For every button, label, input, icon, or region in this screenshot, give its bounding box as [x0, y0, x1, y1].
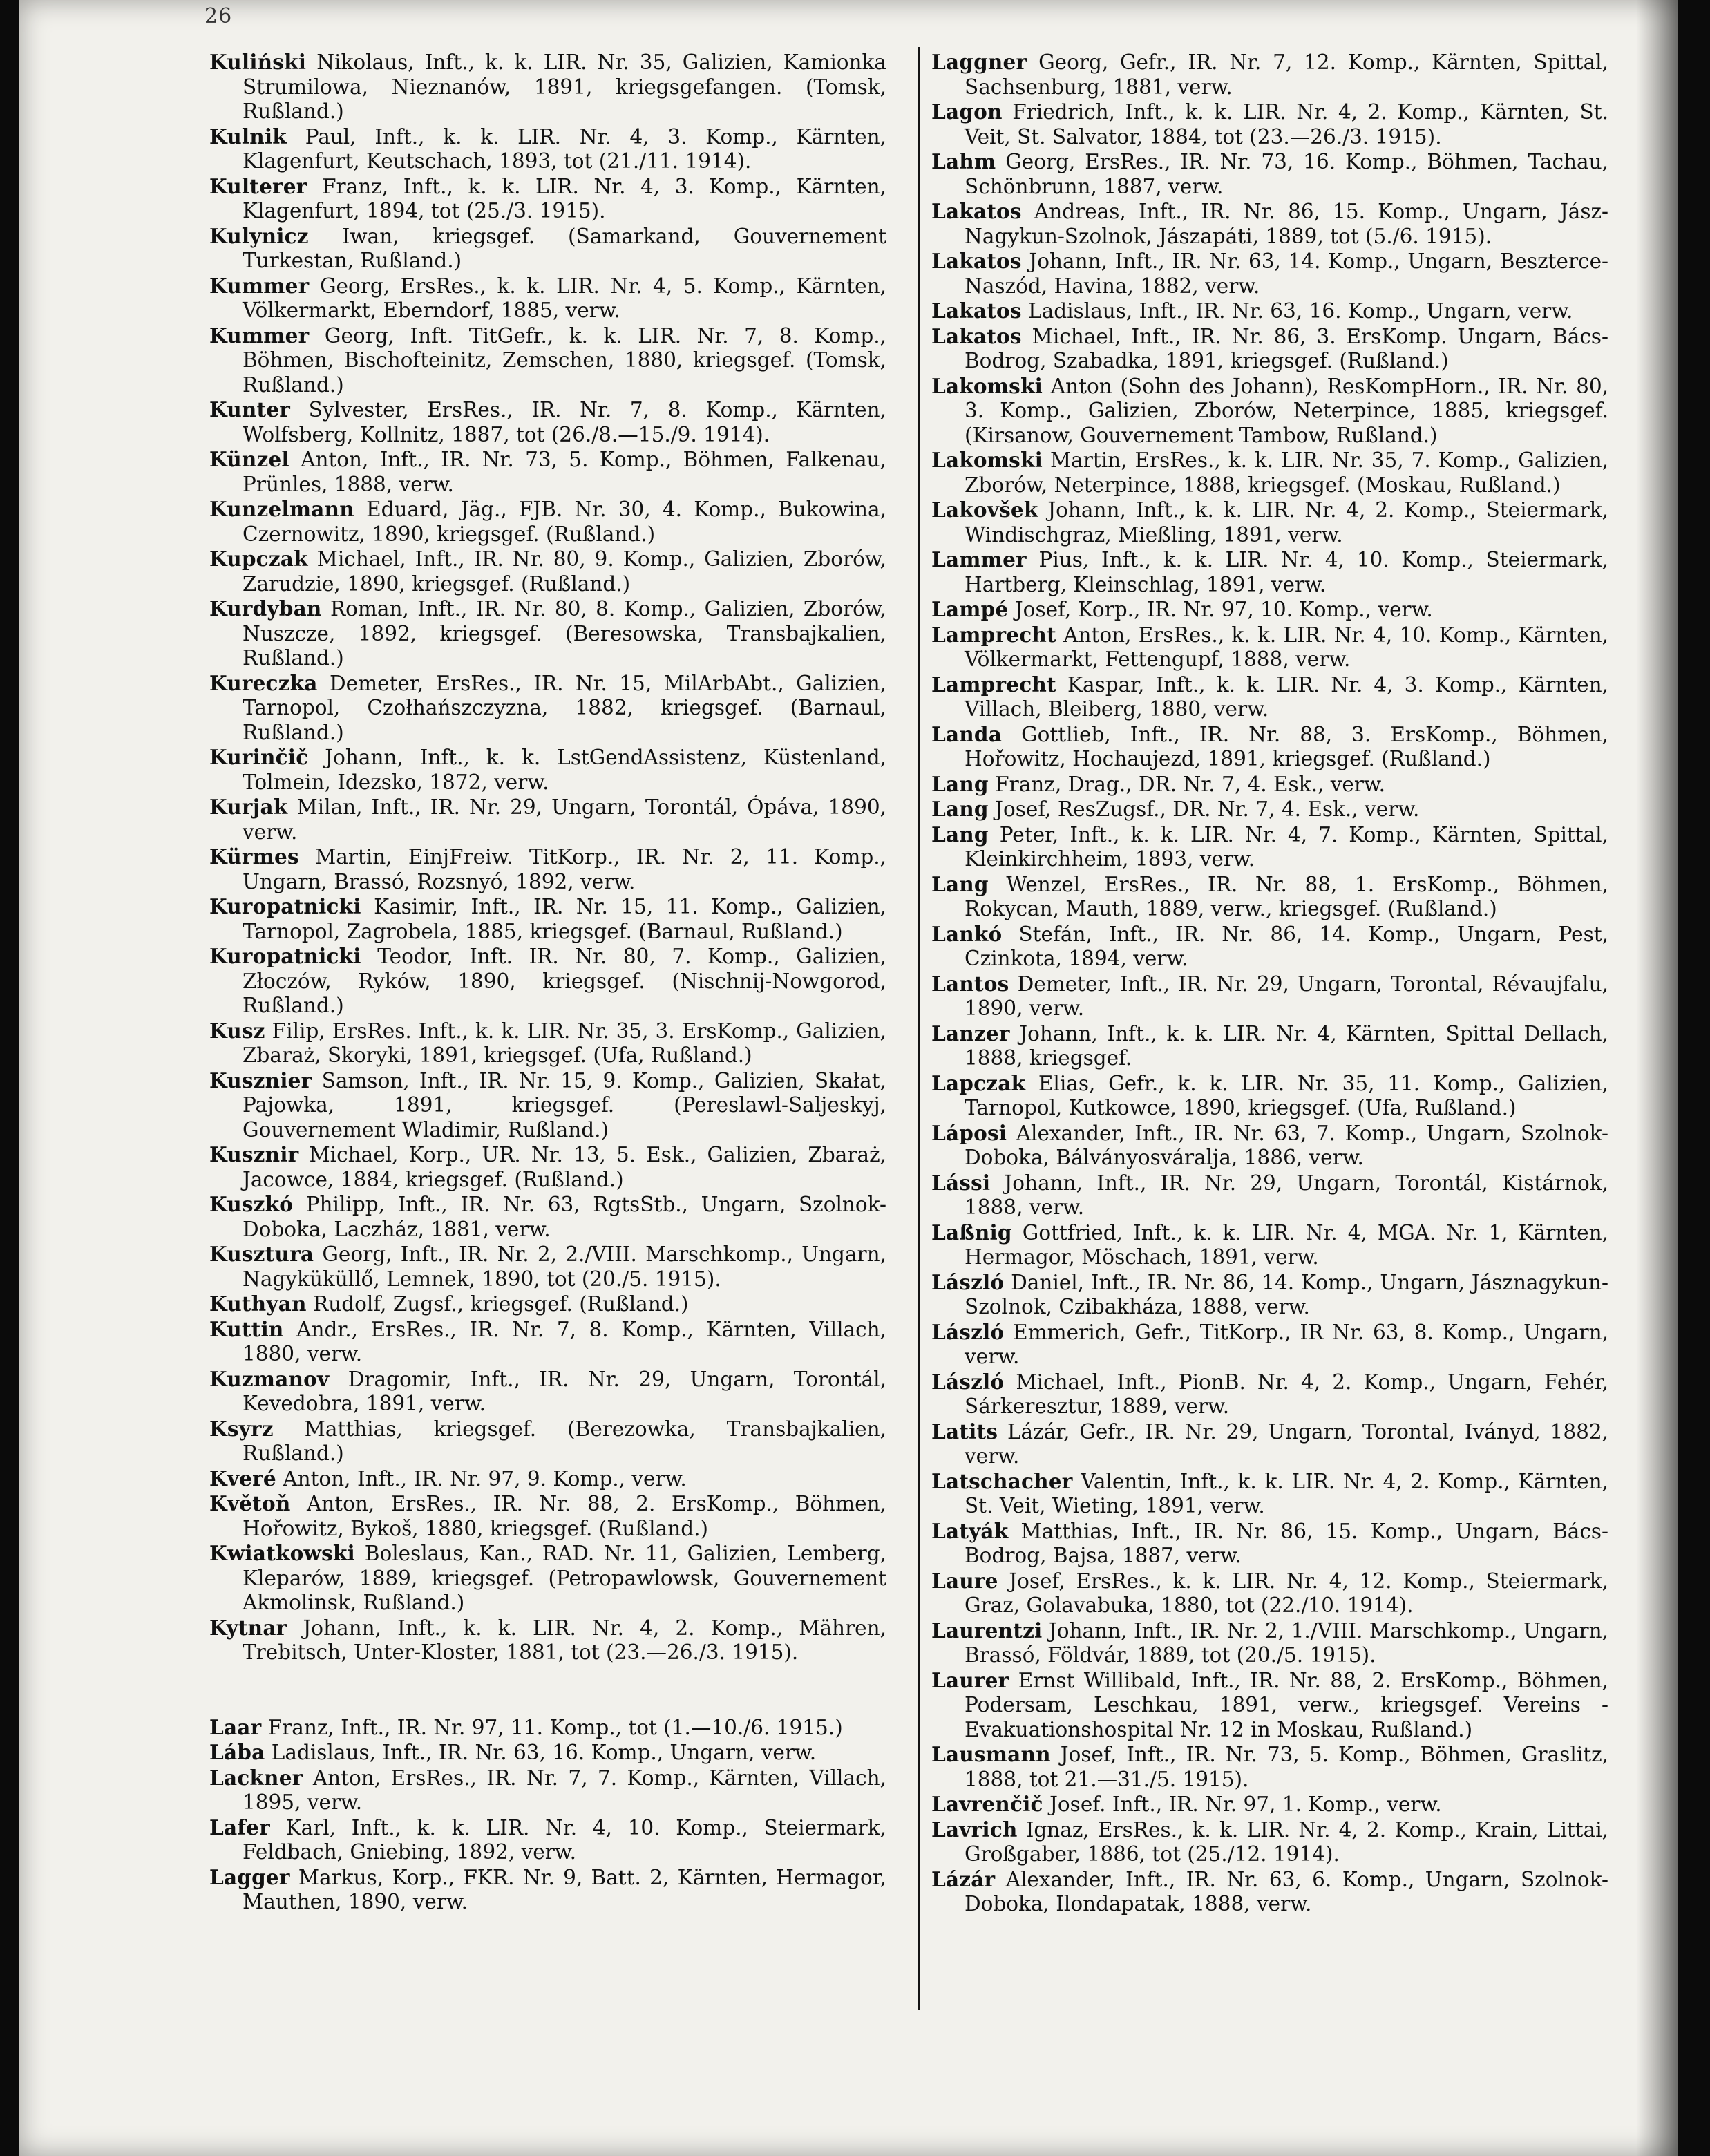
entry-surname: Lammer [931, 547, 1027, 571]
entry-surname: Kuzmanov [209, 1366, 330, 1391]
register-entry [209, 1417, 886, 1466]
entry-details: Johann, Inft., k. k. LIR. Nr. 4, 2. Komp., Mähren, Trebitsch, Unter-Kloster, 1881, tot (23.—26./3. 1915). [243, 1616, 886, 1664]
register-entry [931, 822, 1608, 872]
register-entry [931, 324, 1608, 374]
entry-details: Anton, Inft., IR. Nr. 73, 5. Komp., Böhmen, Falkenau, Prünles, 1888, verw. [243, 448, 886, 496]
entry-details: Michael, Inft., IR. Nr. 86, 3. ErsKomp. Ungarn, Bács-Bodrog, Szabadka, 1891, kriegsgef. (Rußland.) [965, 324, 1608, 372]
register-entry [931, 1320, 1608, 1370]
register-entry [209, 1766, 886, 1815]
entry-surname: Lássi [931, 1170, 991, 1195]
register-entry [209, 1367, 886, 1417]
entry-details: Karl, Inft., k. k. LIR. Nr. 4, 10. Komp., Steiermark, Feldbach, Gniebing, 1892, verw. [243, 1815, 886, 1864]
register-entry [931, 597, 1608, 623]
entry-details: Rudolf, Zugsf., kriegsgef. (Rußland.) [313, 1292, 689, 1316]
entry-details: Anton, ErsRes., IR. Nr. 88, 2. ErsKomp., Böhmen, Hořowitz, Bykoš, 1880, kriegsgef. (Rußland.) [243, 1492, 886, 1540]
register-entry [931, 1867, 1608, 1917]
entry-surname: László [931, 1319, 1005, 1344]
register-entry [931, 1742, 1608, 1792]
register-entry [209, 894, 886, 944]
register-entry [209, 174, 886, 224]
register-entry [209, 1616, 886, 1665]
register-entry [931, 1121, 1608, 1171]
entry-details: Boleslaus, Kan., RAD. Nr. 11, Galizien, Lemberg, Kleparów, 1889, kriegsgef. (Petropawlowsk, Gouvernement Akmolinsk, Rußland.) [243, 1542, 886, 1614]
entry-surname: Ksyrz [209, 1416, 274, 1441]
entry-surname: Kuliński [209, 50, 307, 74]
entry-details: Anton, Inft., IR. Nr. 97, 9. Komp., verw. [283, 1466, 687, 1491]
entry-surname: Lavrenčič [931, 1792, 1043, 1816]
entry-surname: Lankó [931, 921, 1003, 946]
entry-details: Stefán, Inft., IR. Nr. 86, 14. Komp., Ungarn, Pest, Czinkota, 1894, verw. [965, 922, 1608, 970]
register-entry [209, 944, 886, 1019]
register-entry [209, 224, 886, 274]
register-entry [931, 1270, 1608, 1320]
register-entry [931, 772, 1608, 797]
entry-details: Johann, Inft., k. k. LIR. Nr. 4, 2. Komp., Steiermark, Windischgraz, Mießling, 1891, verw. [965, 498, 1608, 547]
entry-surname: Kureczka [209, 670, 318, 695]
entry-details: Anton, ErsRes., k. k. LIR. Nr. 4, 10. Komp., Kärnten, Völkermarkt, Fettengupf, 1888, verw. [965, 623, 1608, 671]
entry-surname: Láposi [931, 1120, 1007, 1145]
entry-surname: Kunter [209, 397, 291, 422]
entry-details: Johann, Inft., k. k. LstGendAssistenz, Küstenland, Tolmein, Idezsko, 1872, verw. [243, 746, 886, 794]
entry-details: Paul, Inft., k. k. LIR. Nr. 4, 3. Komp., Kärnten, Klagenfurt, Keutschach, 1893, tot (21./11. 1914). [243, 124, 886, 173]
register-entry [209, 844, 886, 894]
entry-surname: Kuropatnicki [209, 894, 361, 918]
register-entry [209, 547, 886, 596]
entry-details: Johann, Inft., IR. Nr. 63, 14. Komp., Ungarn, Beszterce-Naszód, Havina, 1882, verw. [965, 249, 1608, 298]
entry-details: Teodor, Inft. IR. Nr. 80, 7. Komp., Galizien, Złoczów, Ryków, 1890, kriegsgef. (Nischnij-Nowgorod, Rußland.) [243, 945, 886, 1017]
entry-surname: Lamprecht [931, 672, 1056, 697]
register-entry [209, 124, 886, 174]
entry-surname: Kurjak [209, 795, 288, 819]
entry-surname: Kummer [209, 323, 310, 348]
entry-details: Matthias, Inft., IR. Nr. 86, 15. Komp., Ungarn, Bács-Bodrog, Bajsa, 1887, verw. [965, 1519, 1608, 1567]
entry-details: Elias, Gefr., k. k. LIR. Nr. 35, 11. Komp., Galizien, Tarnopol, Kutkowce, 1890, kriegsgef. (Ufa, Rußland.) [965, 1071, 1608, 1119]
entry-surname: László [931, 1369, 1005, 1394]
entry-details: Dragomir, Inft., IR. Nr. 29, Ungarn, Torontál, Kevedobra, 1891, verw. [243, 1367, 886, 1415]
register-entry [931, 1792, 1608, 1817]
entry-details: Wenzel, ErsRes., IR. Nr. 88, 1. ErsKomp., Böhmen, Rokycan, Mauth, 1889, verw., kriegsgef. (Rußland.) [965, 872, 1608, 920]
register-entry [209, 1815, 886, 1865]
entry-surname: Lakovšek [931, 498, 1038, 522]
register-entry [209, 447, 886, 497]
register-entry [931, 50, 1608, 100]
entry-surname: Kupczak [209, 547, 308, 571]
entry-surname: Lakatos [931, 323, 1022, 348]
register-entry [931, 1171, 1608, 1220]
register-entry [931, 498, 1608, 547]
entry-details: Martin, ErsRes., k. k. LIR. Nr. 35, 7. Komp., Galizien, Zborów, Neterpince, 1888, kriegsgef. (Moskau, Rußland.) [965, 448, 1608, 497]
entry-details: Matthias, kriegsgef. (Berezowka, Transbajkalien, Rußland.) [243, 1417, 886, 1465]
entry-details: Michael, Inft., PionB. Nr. 4, 2. Komp., Ungarn, Fehér, Sárkeresztur, 1889, verw. [965, 1370, 1608, 1418]
entry-details: Michael, Inft., IR. Nr. 80, 9. Komp., Galizien, Zborów, Zarudzie, 1890, kriegsgef. (Rußland.) [243, 547, 886, 596]
register-entry [209, 1715, 886, 1741]
column-divider [918, 47, 920, 2010]
entry-details: Demeter, ErsRes., IR. Nr. 15, MilArbAbt., Galizien, Tarnopol, Czołhańszczyzna, 1882, kriegsgef. (Barnaul, Rußland.) [243, 671, 886, 744]
register-entry [931, 1569, 1608, 1618]
register-entry [931, 1817, 1608, 1867]
register-entry [209, 1491, 886, 1541]
entry-surname: Kurdyban [209, 596, 322, 621]
register-entry [931, 623, 1608, 672]
entry-details: Demeter, Inft., IR. Nr. 29, Ungarn, Torontal, Révaujfalu, 1890, verw. [965, 972, 1608, 1020]
entry-surname: Latschacher [931, 1468, 1073, 1493]
register-entry [209, 1019, 886, 1068]
entry-surname: Laurentzi [931, 1618, 1043, 1643]
entry-surname: Kusznier [209, 1068, 312, 1093]
entry-surname: Lakomski [931, 373, 1043, 398]
entry-details: Alexander, Inft., IR. Nr. 63, 7. Komp., Ungarn, Szolnok-Doboka, Bálványosváralja, 1886, verw. [965, 1121, 1608, 1169]
register-entry [931, 374, 1608, 448]
entry-surname: Kusz [209, 1018, 265, 1043]
entry-surname: Lamprecht [931, 622, 1056, 647]
register-entry [931, 722, 1608, 772]
entry-surname: Kuthyan [209, 1292, 307, 1316]
entry-details: Josef, Inft., IR. Nr. 73, 5. Komp., Böhmen, Graslitz, 1888, tot 21.—31./5. 1915). [965, 1743, 1608, 1791]
entry-details: Ernst Willibald, Inft., IR. Nr. 88, 2. ErsKomp., Böhmen, Podersam, Leschkau, 1891, verw., kriegsgef. Vereins - Evakuationshospital Nr. 12 in Moskau, Rußland.) [965, 1668, 1608, 1741]
register-entry [209, 1317, 886, 1367]
entry-surname: Landa [931, 721, 1003, 746]
left-column [209, 50, 886, 1915]
entry-details: Ignaz, ErsRes., k. k. LIR. Nr. 4, 2. Komp., Krain, Littai, Großgaber, 1886, tot (25./12. 1914). [965, 1817, 1609, 1866]
entry-surname: Lampé [931, 597, 1009, 621]
entry-details: Kasimir, Inft., IR. Nr. 15, 11. Komp., Galizien, Tarnopol, Zagrobela, 1885, kriegsgef. (Barnaul, Rußland.) [243, 895, 886, 943]
register-entry [931, 249, 1608, 299]
register-entry [931, 1071, 1608, 1121]
entry-surname: Kytnar [209, 1615, 287, 1640]
right-column [931, 50, 1608, 1917]
entry-surname: Laar [209, 1714, 262, 1739]
entry-surname: Laßnig [931, 1220, 1012, 1245]
register-entry [209, 50, 886, 124]
entry-details: Nikolaus, Inft., k. k. LIR. Nr. 35, Galizien, Kamionka Strumilowa, Nieznanów, 1891, kriegsgefangen. (Tomsk, Rußland.) [243, 50, 886, 123]
entry-details: Andr., ErsRes., IR. Nr. 7, 8. Komp., Kärnten, Villach, 1880, verw. [243, 1317, 886, 1365]
register-entry [931, 672, 1608, 722]
register-entry [931, 199, 1608, 249]
entry-surname: Lanzer [931, 1021, 1010, 1046]
entry-details: Georg, ErsRes., IR. Nr. 73, 16. Komp., Böhmen, Tachau, Schönbrunn, 1887, verw. [965, 150, 1608, 198]
entry-details: Kaspar, Inft., k. k. LIR. Nr. 4, 3. Komp., Kärnten, Villach, Bleiberg, 1880, verw. [965, 672, 1608, 721]
entry-details: Samson, Inft., IR. Nr. 15, 9. Komp., Galizien, Skałat, Pajowka, 1891, kriegsgef. (Pereslawl-Saljeskyj, Gouvernement Wladimir, Rußland.) [243, 1068, 886, 1142]
entry-details: Ladislaus, Inft., IR. Nr. 63, 16. Komp., Ungarn, verw. [1028, 299, 1573, 323]
register-entry [931, 299, 1608, 324]
entry-surname: Künzel [209, 447, 289, 471]
entry-surname: Lackner [209, 1765, 303, 1790]
entry-details: Franz, Inft., k. k. LIR. Nr. 4, 3. Komp., Kärnten, Klagenfurt, 1894, tot (25./3. 1915). [243, 174, 886, 223]
entry-details: Alexander, Inft., IR. Nr. 63, 6. Komp., Ungarn, Szolnok-Doboka, Ilondapatak, 1888, verw. [965, 1867, 1608, 1916]
register-entry [209, 1292, 886, 1317]
entry-details: Markus, Korp., FKR. Nr. 9, Batt. 2, Kärnten, Hermagor, Mauthen, 1890, verw. [243, 1865, 886, 1913]
entry-surname: Laurer [931, 1667, 1009, 1692]
entry-details: Andreas, Inft., IR. Nr. 86, 15. Komp., Ungarn, Jász-Nagykun-Szolnok, Jászapáti, 1889, tot (5./6. 1915). [965, 200, 1608, 248]
register-entry [209, 596, 886, 671]
entry-surname: Laggner [931, 50, 1027, 74]
entry-surname: Kulnik [209, 124, 287, 149]
entry-details: Eduard, Jäg., FJB. Nr. 30, 4. Komp., Bukowina, Czernowitz, 1890, kriegsgef. (Rußland.) [243, 498, 886, 546]
entry-surname: Latyák [931, 1518, 1009, 1543]
register-entry [931, 1021, 1608, 1071]
register-entry [209, 397, 886, 447]
register-entry [209, 671, 886, 746]
entry-details: Johann, Inft., IR. Nr. 2, 1./VIII. Marschkomp., Ungarn, Brassó, Földvár, 1889, tot (20./5. 1915). [965, 1618, 1608, 1667]
register-entry [209, 1142, 886, 1192]
register-entry [209, 1740, 886, 1766]
entry-surname: Lázár [931, 1866, 996, 1891]
register-entry [931, 972, 1608, 1021]
entry-surname: Lahm [931, 149, 996, 173]
entry-surname: Lang [931, 771, 989, 796]
entry-details: Iwan, kriegsgef. (Samarkand, Gouvernement Turkestan, Rußland.) [243, 224, 886, 272]
register-entry [931, 149, 1608, 199]
register-entry [931, 100, 1608, 149]
register-entry [209, 497, 886, 547]
register-entry [931, 1419, 1608, 1469]
entry-details: Martin, EinjFreiw. TitKorp., IR. Nr. 2, 11. Komp., Ungarn, Brassó, Rozsnyó, 1892, verw. [243, 845, 887, 893]
register-entry [209, 1242, 886, 1292]
register-entry [931, 872, 1608, 922]
entry-surname: Laure [931, 1568, 998, 1593]
entry-surname: Lába [209, 1740, 265, 1764]
entry-surname: Kummer [209, 273, 310, 298]
register-entry [209, 1192, 886, 1242]
entry-surname: Lang [931, 822, 989, 847]
entry-surname: Kulterer [209, 173, 307, 198]
entry-surname: Lakatos [931, 299, 1022, 323]
entry-details: Milan, Inft., IR. Nr. 29, Ungarn, Torontál, Ópáva, 1890, verw. [243, 795, 886, 844]
entry-surname: Lakomski [931, 448, 1043, 472]
entry-details: Anton, ErsRes., IR. Nr. 7, 7. Komp., Kärnten, Villach, 1895, verw. [243, 1766, 886, 1814]
entry-details: Sylvester, ErsRes., IR. Nr. 7, 8. Komp., Kärnten, Wolfsberg, Kollnitz, 1887, tot (26./8.—15./9. 1914). [243, 398, 886, 446]
entry-surname: Květoň [209, 1491, 291, 1515]
register-entry [931, 1370, 1608, 1419]
entry-details: Georg, Inft., IR. Nr. 2, 2./VIII. Marschkomp., Ungarn, Nagyküküllő, Lemnek, 1890, tot (20./5. 1915). [243, 1242, 886, 1291]
entry-details: Johann, Inft., IR. Nr. 29, Ungarn, Torontál, Kistárnok, 1888, verw. [965, 1171, 1608, 1219]
entry-details: Philipp, Inft., IR. Nr. 63, RgtsStb., Ungarn, Szolnok-Doboka, Laczház, 1881, verw. [243, 1193, 886, 1241]
register-entry [931, 448, 1608, 498]
entry-surname: Kuszkó [209, 1192, 294, 1216]
entry-details: Franz, Inft., IR. Nr. 97, 11. Komp., tot (1.—10./6. 1915.) [267, 1715, 843, 1739]
entry-details: Peter, Inft., k. k. LIR. Nr. 4, 7. Komp., Kärnten, Spittal, Kleinkirchheim, 1893, verw. [965, 822, 1608, 871]
entry-details: Gottfried, Inft., k. k. LIR. Nr. 4, MGA. Nr. 1, Kärnten, Hermagor, Möschach, 1891, verw. [965, 1220, 1608, 1269]
entry-surname: Lavrich [931, 1817, 1018, 1842]
register-entry [931, 1220, 1608, 1270]
entry-details: Franz, Drag., DR. Nr. 7, 4. Esk., verw. [995, 772, 1386, 796]
register-entry [931, 547, 1608, 597]
entry-surname: Kusztura [209, 1242, 314, 1266]
register-entry [931, 797, 1608, 822]
register-entry [209, 1466, 886, 1492]
entry-surname: László [931, 1269, 1005, 1294]
entry-surname: Kuropatnicki [209, 944, 361, 968]
entry-surname: Kwiatkowski [209, 1541, 355, 1565]
entry-surname: Lagon [931, 100, 1003, 124]
entry-details: Georg, Inft. TitGefr., k. k. LIR. Nr. 7, 8. Komp., Böhmen, Bischofteinitz, Zemschen, 1880, kriegsgef. (Tomsk, Rußland.) [243, 323, 886, 397]
entry-details: Anton (Sohn des Johann), ResKompHorn., IR. Nr. 80, 3. Komp., Galizien, Zborów, Neterpince, 1885, kriegsgef. (Kirsanow, Gouvernement Tambow, Rußland.) [965, 374, 1608, 447]
register-entry [209, 795, 886, 844]
entry-details: Josef, ResZugsf., DR. Nr. 7, 4. Esk., verw. [995, 797, 1420, 821]
register-entry [931, 1668, 1608, 1743]
entry-details: Georg, ErsRes., k. k. LIR. Nr. 4, 5. Komp., Kärnten, Völkermarkt, Eberndorf, 1885, verw. [243, 274, 886, 322]
page-edge-shadow [1636, 0, 1678, 2156]
entry-details: Josef. Inft., IR. Nr. 97, 1. Komp., verw. [1049, 1793, 1442, 1816]
entry-details: Ladislaus, Inft., IR. Nr. 63, 16. Komp., Ungarn, verw. [271, 1741, 817, 1764]
entry-surname: Kunzelmann [209, 497, 354, 521]
entry-details: Roman, Inft., IR. Nr. 80, 8. Komp., Galizien, Zborów, Nuszcze, 1892, kriegsgef. (Beresowska, Transbajkalien, Rußland.) [243, 597, 886, 670]
entry-details: Gottlieb, Inft., IR. Nr. 88, 3. ErsKomp., Böhmen, Hořowitz, Hochaujezd, 1891, kriegsgef. (Rußland.) [965, 722, 1608, 770]
register-entry [931, 1469, 1608, 1519]
entry-surname: Kuttin [209, 1316, 284, 1341]
entry-surname: Kusznir [209, 1142, 299, 1166]
entry-surname: Lakatos [931, 199, 1022, 223]
entry-details: Michael, Korp., UR. Nr. 13, 5. Esk., Galizien, Zbaraż, Jacowce, 1884, kriegsgef. (Rußland.) [243, 1143, 886, 1191]
entry-surname: Lang [931, 797, 989, 821]
entry-surname: Lagger [209, 1864, 290, 1889]
entry-surname: Kulynicz [209, 223, 309, 248]
entry-surname: Kürmes [209, 844, 299, 869]
entry-details: Josef, ErsRes., k. k. LIR. Nr. 4, 12. Komp., Steiermark, Graz, Golavabuka, 1880, tot (22./10. 1914). [965, 1569, 1608, 1617]
entry-surname: Kurinčič [209, 745, 309, 769]
entry-surname: Lang [931, 871, 989, 896]
entry-surname: Latits [931, 1419, 998, 1444]
register-entry [209, 1068, 886, 1143]
entry-surname: Lafer [209, 1815, 270, 1840]
section-gap [209, 1665, 886, 1715]
entry-details: Friedrich, Inft., k. k. LIR. Nr. 4, 2. Komp., Kärnten, St. Veit, St. Salvator, 1884, tot (23.—26./3. 1915). [965, 100, 1608, 149]
register-entry [931, 922, 1608, 972]
entry-details: Josef, Korp., IR. Nr. 97, 10. Komp., verw. [1014, 598, 1433, 621]
register-entry [209, 1865, 886, 1915]
entry-surname: Lakatos [931, 249, 1022, 273]
entry-surname: Lausmann [931, 1742, 1051, 1766]
entry-details: Johann, Inft., k. k. LIR. Nr. 4, Kärnten, Spittal Dellach, 1888, kriegsgef. [965, 1021, 1608, 1070]
register-entry [209, 323, 886, 398]
page-number: 26 [205, 4, 233, 28]
register-entry [209, 274, 886, 323]
document-page [19, 0, 1678, 2156]
entry-surname: Kveré [209, 1466, 276, 1491]
entry-details: Pius, Inft., k. k. LIR. Nr. 4, 10. Komp., Steiermark, Hartberg, Kleinschlag, 1891, verw. [965, 548, 1608, 596]
register-entry [209, 1541, 886, 1616]
entry-details: Filip, ErsRes. Inft., k. k. LIR. Nr. 35, 3. ErsKomp., Galizien, Zbaraż, Skoryki, 1891, kriegsgef. (Ufa, Rußland.) [243, 1019, 886, 1067]
entry-surname: Lantos [931, 971, 1009, 996]
entry-details: Georg, Gefr., IR. Nr. 7, 12. Komp., Kärnten, Spittal, Sachsenburg, 1881, verw. [965, 50, 1608, 99]
entry-details: Valentin, Inft., k. k. LIR. Nr. 4, 2. Komp., Kärnten, St. Veit, Wieting, 1891, verw. [965, 1469, 1608, 1517]
entry-details: Daniel, Inft., IR. Nr. 86, 14. Komp., Ungarn, Jásznagykun-Szolnok, Czibakháza, 1888, verw. [965, 1270, 1608, 1318]
entry-surname: Lapczak [931, 1070, 1026, 1095]
entry-details: Emmerich, Gefr., TitKorp., IR Nr. 63, 8. Komp., Ungarn, verw. [965, 1320, 1608, 1368]
entry-details: Lázár, Gefr., IR. Nr. 29, Ungarn, Torontal, Iványd, 1882, verw. [965, 1419, 1608, 1468]
register-entry [931, 1519, 1608, 1569]
register-entry [931, 1618, 1608, 1668]
register-entry [209, 745, 886, 795]
